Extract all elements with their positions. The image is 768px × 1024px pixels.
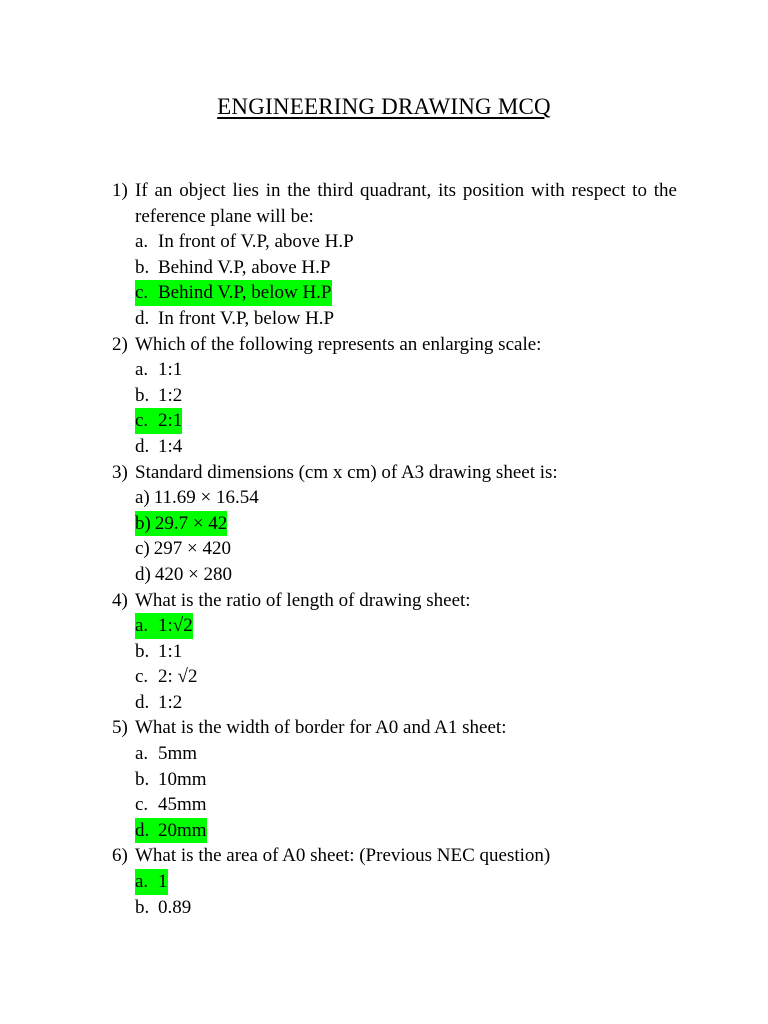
option-label: a) — [135, 487, 150, 509]
question-text: Standard dimensions (cm x cm) of A3 drawing sheet is: — [135, 461, 558, 483]
option-label: a. — [135, 231, 149, 253]
option-label: d. — [135, 307, 150, 329]
option-content — [135, 792, 207, 818]
question-number: 5) — [112, 717, 128, 739]
question-number: 4) — [112, 589, 128, 611]
option-list — [112, 741, 677, 843]
correct-answer-highlight — [135, 613, 193, 639]
option-content — [135, 485, 259, 511]
option-text: 1 — [158, 871, 168, 893]
question-number: 6) — [112, 845, 128, 867]
option-list — [112, 613, 677, 715]
option-text: 1:2 — [158, 384, 183, 406]
answer-option — [135, 895, 677, 921]
answer-option — [135, 664, 677, 690]
question-row — [112, 460, 677, 486]
option-text: In front of V.P, above H.P — [158, 231, 354, 253]
option-text: 1:1 — [158, 640, 183, 662]
option-list — [112, 869, 677, 920]
option-label: a. — [135, 871, 149, 893]
question-text: What is the ratio of length of drawing sheet: — [135, 589, 471, 611]
option-label: c. — [135, 410, 149, 432]
option-text: 2:1 — [158, 410, 183, 432]
answer-option — [135, 767, 677, 793]
option-text: 45mm — [158, 794, 207, 816]
option-text: 2: √2 — [158, 666, 198, 688]
answer-option — [135, 383, 677, 409]
answer-option-correct — [135, 818, 677, 844]
option-text: 10mm — [158, 768, 207, 790]
answer-option — [135, 434, 677, 460]
option-content — [135, 895, 191, 921]
question-number: 3) — [112, 461, 128, 483]
answer-option — [135, 357, 677, 383]
correct-answer-highlight — [135, 280, 332, 306]
option-label: b. — [135, 896, 150, 918]
option-label: c) — [135, 538, 150, 560]
question-row — [112, 715, 677, 741]
question-number: 2) — [112, 333, 128, 355]
question-item — [112, 178, 677, 332]
option-label: d) — [135, 563, 151, 585]
option-label: a. — [135, 743, 149, 765]
answer-option — [135, 229, 677, 255]
correct-answer-highlight — [135, 511, 227, 537]
question-number: 1) — [112, 180, 128, 201]
option-label: a. — [135, 359, 149, 381]
option-text: 1:1 — [158, 359, 183, 381]
option-text: 29.7 × 42 — [154, 512, 228, 534]
answer-option — [135, 485, 677, 511]
option-content — [135, 690, 182, 716]
option-content — [135, 255, 330, 281]
answer-option — [135, 690, 677, 716]
option-label: c. — [135, 282, 149, 304]
option-label: d. — [135, 691, 150, 713]
correct-answer-highlight — [135, 408, 182, 434]
answer-option-correct — [135, 280, 677, 306]
answer-option — [135, 536, 677, 562]
page-title: ENGINEERING DRAWING MCQ — [217, 94, 551, 119]
option-label: a. — [135, 615, 149, 637]
option-content — [135, 357, 182, 383]
option-content — [135, 562, 232, 588]
option-text: 1:2 — [158, 691, 183, 713]
question-item — [112, 715, 677, 843]
answer-option — [135, 255, 677, 281]
answer-option — [135, 792, 677, 818]
option-content — [135, 536, 231, 562]
answer-option — [135, 306, 677, 332]
option-text: 5mm — [158, 743, 198, 765]
option-list — [112, 485, 677, 587]
option-label: b) — [135, 512, 151, 534]
option-text: 20mm — [158, 819, 207, 841]
option-label: c. — [135, 794, 149, 816]
option-text: Behind V.P, below H.P — [158, 282, 332, 304]
question-text: What is the width of border for A0 and A1 sheet: — [135, 717, 507, 739]
option-list — [112, 357, 677, 459]
question-item — [112, 332, 677, 460]
question-text: Which of the following represents an enlarging scale: — [135, 333, 542, 355]
question-row — [112, 332, 677, 358]
option-label: b. — [135, 768, 150, 790]
option-text: 297 × 420 — [153, 538, 231, 560]
option-list — [112, 229, 677, 331]
option-text: In front V.P, below H.P — [158, 307, 335, 329]
question-item — [112, 588, 677, 716]
question-item — [112, 460, 677, 588]
option-content — [135, 741, 197, 767]
question-row — [112, 843, 677, 869]
answer-option-correct — [135, 408, 677, 434]
option-text: Behind V.P, above H.P — [158, 256, 331, 278]
answer-option — [135, 639, 677, 665]
correct-answer-highlight — [135, 818, 207, 844]
option-text: 1:√2 — [158, 615, 193, 637]
question-row — [112, 588, 677, 614]
option-text: 11.69 × 16.54 — [153, 487, 259, 509]
question-row — [112, 178, 677, 229]
option-content — [135, 229, 354, 255]
question-text: If an object lies in the third quadrant, its position with respect to the reference plane will be: — [135, 180, 677, 227]
option-content — [135, 639, 182, 665]
option-label: b. — [135, 640, 150, 662]
answer-option-correct — [135, 613, 677, 639]
correct-answer-highlight — [135, 869, 168, 895]
question-text: What is the area of A0 sheet: (Previous NEC question) — [135, 845, 551, 867]
answer-option — [135, 741, 677, 767]
option-content — [135, 767, 207, 793]
option-label: d. — [135, 819, 150, 841]
option-content — [135, 306, 334, 332]
option-label: d. — [135, 435, 150, 457]
question-item — [112, 843, 677, 920]
answer-option — [135, 562, 677, 588]
option-content — [135, 664, 197, 690]
option-text: 0.89 — [158, 896, 192, 918]
answer-option-correct — [135, 869, 677, 895]
option-label: b. — [135, 384, 150, 406]
option-content — [135, 383, 182, 409]
option-label: b. — [135, 256, 150, 278]
option-content — [135, 434, 182, 460]
question-list — [112, 178, 677, 920]
option-text: 1:4 — [158, 435, 183, 457]
answer-option-correct — [135, 511, 677, 537]
option-text: 420 × 280 — [154, 563, 233, 585]
option-label: c. — [135, 666, 149, 688]
